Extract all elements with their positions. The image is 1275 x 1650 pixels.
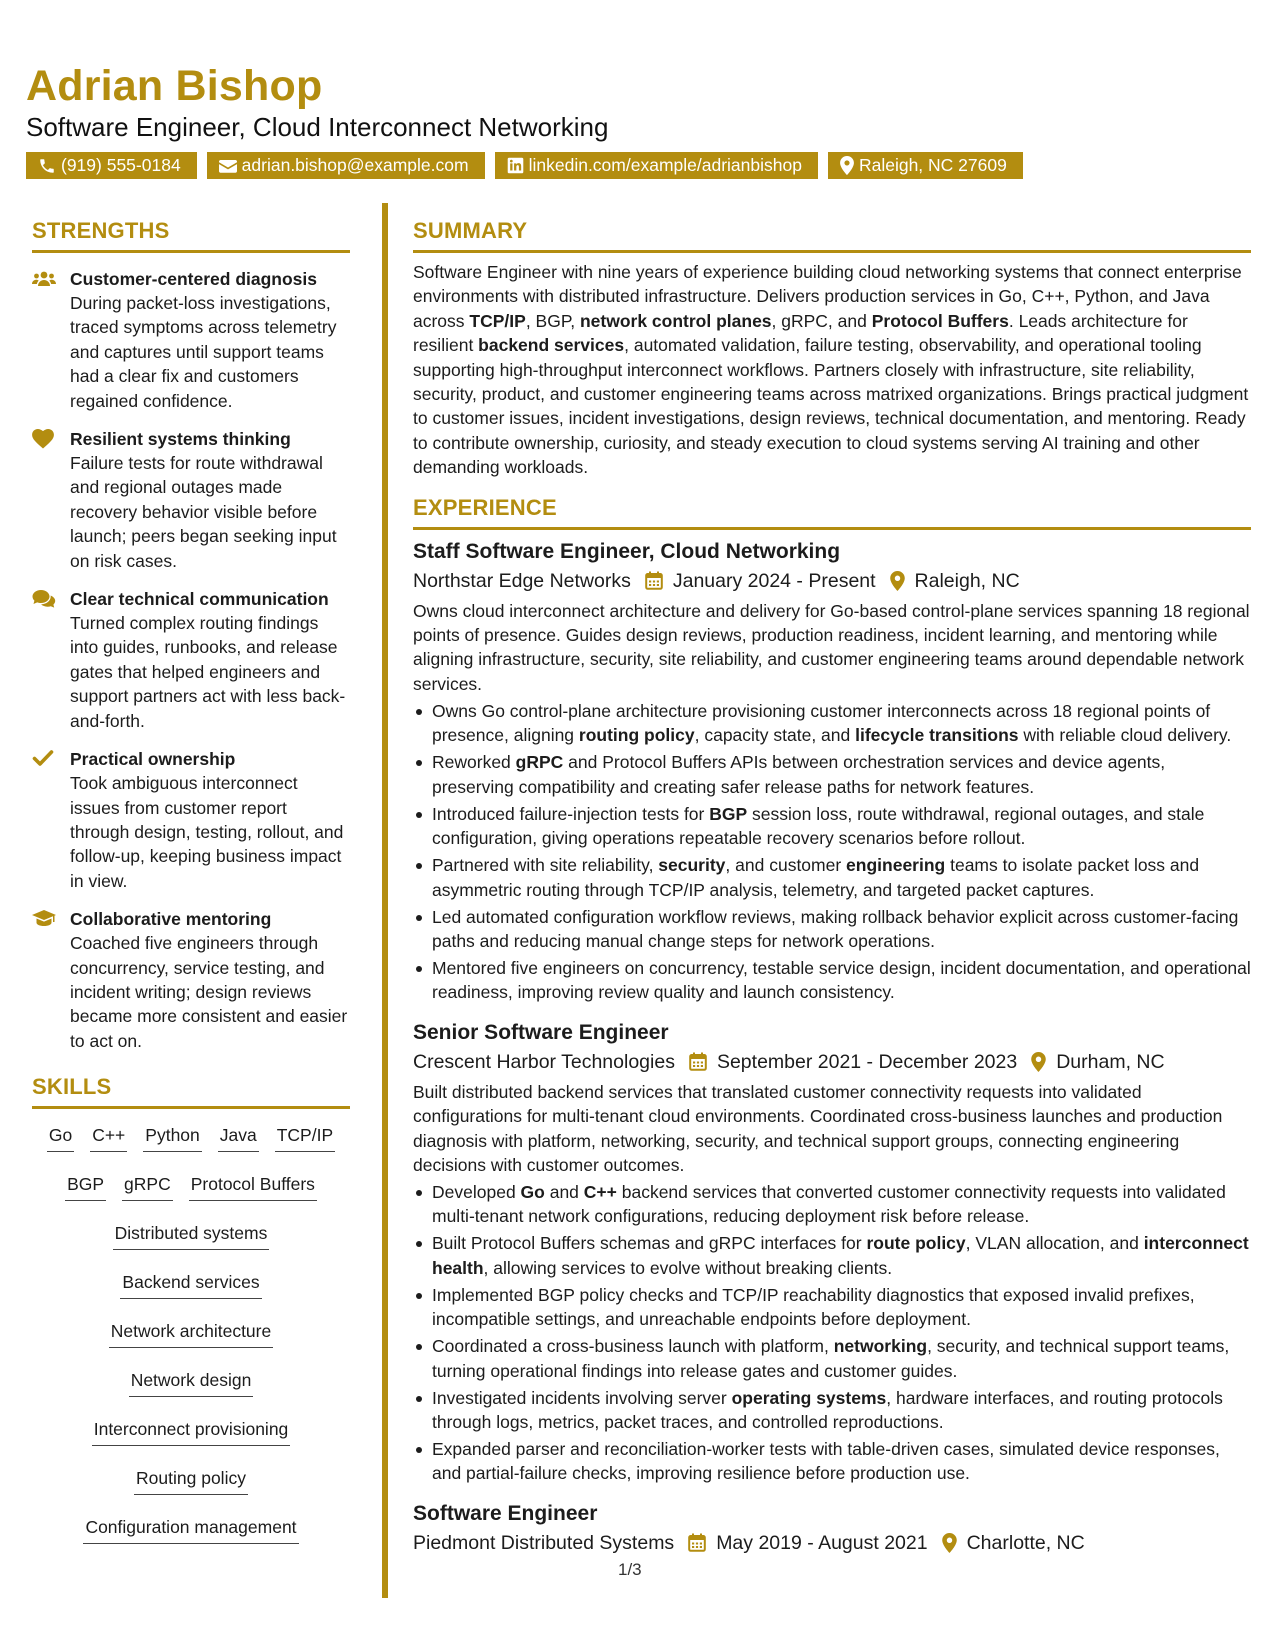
phone-icon — [38, 157, 56, 175]
text-run: , capacity state, and — [694, 725, 856, 746]
bold-term: lifecycle transitions — [855, 725, 1019, 746]
strength-item — [32, 587, 350, 733]
strength-item — [32, 907, 350, 1053]
bold-term: BGP — [709, 803, 748, 824]
strength-item — [32, 267, 350, 413]
linkedin-text: linkedin.com/example/adrianbishop — [528, 155, 802, 175]
bullet-item — [413, 750, 1251, 799]
job-bullets — [413, 1180, 1251, 1486]
job-meta — [413, 1047, 1251, 1077]
summary-heading: SUMMARY — [413, 218, 528, 243]
bold-term: gRPC — [515, 752, 564, 773]
bullet-item — [413, 905, 1251, 954]
text-run: Owns Go control-plane architecture provisioning customer interconnects across 18 regional points of presence, aligning — [432, 700, 1211, 746]
text-run: Software Engineer with nine years of experience building cloud networking systems that connect enterprise environments with distributed infrastructure. Delivers production services in Go, C++, Python, and Java across — [413, 262, 1242, 331]
skill-tag: Protocol Buffers — [189, 1172, 317, 1201]
job-location: Charlotte, NC — [966, 1531, 1085, 1554]
strength-title: Resilient systems thinking — [70, 429, 291, 450]
strengths-heading: STRENGTHS — [32, 218, 170, 243]
skills-rule — [32, 1106, 350, 1109]
strengths-list — [32, 267, 350, 1053]
text-run: Coordinated a cross-business launch with platform, — [432, 1336, 834, 1357]
text-run: Built Protocol Buffers schemas and gRPC interfaces for — [432, 1233, 867, 1254]
location-text: Raleigh, NC 27609 — [858, 155, 1007, 175]
bullet-item — [413, 1437, 1251, 1486]
text-run: , and customer — [725, 855, 847, 876]
job-intro: Built distributed backend services that translated customer connectivity requests into validated configurations for multi-tenant cloud environments. Coordinated cross-business launches and production diagnosis with platform, networking, security, and technical support groups, connecting engineering decisions with customer outcomes. — [413, 1081, 1223, 1175]
text-run: Partnered with site reliability, — [432, 855, 659, 876]
bold-term: operating systems — [731, 1387, 887, 1408]
text-run: and Protocol Buffers APIs between orchestration services and device agents, preserving compatibility and creating safer release paths for network features. — [432, 752, 1166, 797]
strength-title: Collaborative mentoring — [70, 909, 272, 930]
skill-tag: Network design — [129, 1368, 254, 1397]
email-text: adrian.bishop@example.com — [241, 155, 469, 175]
text-run: , gRPC, and — [771, 310, 872, 331]
bullet-item — [413, 853, 1251, 902]
strength-desc: Took ambiguous interconnect issues from customer report through design, testing, rollout, and follow-up, keeping business impact in view. — [70, 773, 344, 891]
contact-email[interactable] — [207, 152, 485, 179]
strength-desc: Failure tests for route withdrawal and regional outages made recovery behavior visible before launch; peers began seeking input on risk cases. — [70, 453, 337, 571]
bold-term: network control planes — [579, 310, 772, 331]
skill-tag: BGP — [65, 1172, 106, 1201]
contact-phone[interactable] — [26, 152, 197, 179]
text-run: . Leads architecture for resilient — [413, 310, 1188, 356]
strength-desc: Turned complex routing findings into guides, runbooks, and release gates that helped engineers and support partners act with less back-and-forth. — [70, 613, 346, 731]
bold-term: routing policy — [578, 725, 695, 746]
summary-text — [413, 260, 1251, 480]
skill-tag: Routing policy — [134, 1466, 248, 1495]
experience-section — [413, 495, 1251, 1558]
strengths-section — [32, 218, 350, 1053]
skill-tag: Python — [143, 1123, 201, 1152]
envelope-icon — [219, 158, 237, 174]
job-entry — [413, 538, 1251, 1005]
skill-tag: Go — [47, 1123, 74, 1152]
skill-tag: Interconnect provisioning — [92, 1417, 291, 1446]
job-intro: Owns cloud interconnect architecture and delivery for Go-based control-plane services spanning 18 regional points of presence. Guides design reviews, production readiness, incident learning, and mentoring while aligning infrastructure, security, site reliability, and customer engineering teams around dependable network services. — [413, 600, 1250, 694]
page-number: 1/3 — [618, 1560, 642, 1579]
bold-term: engineering — [846, 855, 946, 876]
bold-term: Protocol Buffers — [871, 310, 1009, 331]
text-run: Introduced failure-injection tests for — [432, 803, 710, 824]
users-icon — [32, 269, 56, 289]
bullet-item — [413, 1180, 1251, 1229]
skill-tag: Java — [218, 1123, 259, 1152]
bullet-item — [413, 956, 1251, 1005]
bold-term: security — [658, 855, 726, 876]
bold-term: TCP/IP — [469, 310, 526, 331]
skills-section — [32, 1074, 350, 1544]
skills-list — [32, 1123, 350, 1544]
graduation-cap-icon — [32, 909, 56, 929]
text-run: , hardware interfaces, and routing protocols through logs, metrics, packet traces, and controlled reproductions. — [432, 1387, 1223, 1432]
job-dates: January 2024 - Present — [672, 569, 876, 592]
summary-rule — [413, 250, 1251, 253]
strength-title: Customer-centered diagnosis — [70, 269, 317, 289]
job-entry — [413, 1019, 1251, 1486]
bold-term: route policy — [866, 1233, 966, 1254]
text-run: with reliable cloud delivery. — [1018, 725, 1232, 746]
contact-bar — [26, 152, 1023, 179]
strength-title: Practical ownership — [70, 749, 236, 770]
skill-tag: Distributed systems — [113, 1221, 270, 1250]
bold-term: C++ — [583, 1181, 617, 1202]
text-run: Developed — [432, 1181, 521, 1202]
strength-desc: Coached five engineers through concurrency, service testing, and incident writing; design reviews became more consistent and easier to act on. — [70, 933, 348, 1051]
text-run: Expanded parser and reconciliation-worker tests with table-driven cases, simulated device responses, and partial-failure checks, improving resilience before production use. — [432, 1438, 1220, 1484]
bullet-item — [413, 1283, 1251, 1332]
strengths-rule — [32, 250, 350, 253]
text-run: session loss, route withdrawal, regional outages, and stale configuration, giving operations repeatable recovery scenarios before rollout. — [432, 803, 1205, 849]
skill-tag: TCP/IP — [275, 1123, 335, 1152]
job-title: Senior Software Engineer — [413, 1020, 669, 1044]
text-run: , VLAN allocation, and — [965, 1233, 1144, 1254]
bullet-item — [413, 1231, 1251, 1280]
heart-icon — [32, 429, 56, 449]
strength-item — [32, 427, 350, 573]
contact-linkedin[interactable] — [495, 152, 818, 179]
map-pin-icon — [942, 1533, 957, 1553]
bold-term: backend services — [478, 335, 625, 356]
skill-tag: gRPC — [122, 1172, 173, 1201]
bullet-item — [413, 1386, 1251, 1435]
bullet-item — [413, 802, 1251, 851]
contact-location — [828, 152, 1023, 179]
text-run: , allowing services to evolve without breaking clients. — [483, 1257, 893, 1278]
map-pin-icon — [840, 156, 854, 175]
job-dates: May 2019 - August 2021 — [716, 1531, 928, 1554]
column-divider — [382, 203, 388, 1598]
bullet-item — [413, 1334, 1251, 1383]
text-run: , security, and technical support teams, turning operational findings into release gates and customer guides. — [432, 1336, 1230, 1381]
job-title: Software Engineer — [413, 1501, 598, 1525]
experience-heading: EXPERIENCE — [413, 494, 557, 520]
phone-text: (919) 555-0184 — [61, 155, 181, 175]
skill-tag: Backend services — [120, 1270, 261, 1299]
strength-item — [32, 747, 350, 893]
job-title: Staff Software Engineer, Cloud Networking — [413, 539, 841, 563]
text-run: , BGP, — [525, 310, 580, 331]
calendar-icon — [645, 571, 663, 590]
job-dates: September 2021 - December 2023 — [716, 1050, 1018, 1073]
calendar-icon — [688, 1533, 706, 1552]
job-company: Piedmont Distributed Systems — [413, 1531, 675, 1554]
comments-icon — [32, 589, 56, 609]
checkmark-icon — [32, 749, 56, 769]
candidate-name: Adrian Bishop — [26, 62, 323, 110]
text-run: and — [544, 1181, 584, 1202]
text-run: backend services that converted customer connectivity requests into validated multi-tenant network configurations, reducing deployment risk before release. — [432, 1181, 1226, 1227]
candidate-role: Software Engineer, Cloud Interconnect Networking — [26, 112, 609, 142]
experience-rule — [413, 527, 1251, 530]
skills-heading: SKILLS — [32, 1074, 112, 1100]
skill-tag: Network architecture — [109, 1319, 273, 1348]
job-location: Durham, NC — [1056, 1050, 1165, 1073]
text-run: Led automated configuration workflow reviews, making rollback behavior explicit across customer-facing paths and reducing manual change steps for network operations. — [432, 906, 1239, 951]
text-run: Implemented BGP policy checks and TCP/IP reachability diagnostics that exposed invalid prefixes, incompatible settings, and unreachable endpoints before deployment. — [432, 1284, 1195, 1330]
left-column — [32, 218, 350, 1544]
job-meta — [413, 1528, 1251, 1558]
jobs-list — [413, 538, 1251, 1558]
text-run: Investigated incidents involving server — [432, 1387, 732, 1408]
skill-tag: Configuration management — [83, 1515, 298, 1544]
bold-term: networking — [833, 1336, 928, 1357]
calendar-icon — [689, 1052, 707, 1071]
bold-term: Go — [520, 1181, 545, 1202]
job-company: Northstar Edge Networks — [413, 569, 631, 592]
text-run: Reworked — [432, 752, 516, 773]
linkedin-icon — [507, 157, 524, 174]
text-run: , automated validation, failure testing, observability, and operational tooling supporting high-throughput interconnect workflows. Partners closely with infrastructure, site reliability, security, product, and customer engineering teams across matrixed organizations. Brings practical judgment to customer issues, incident investigations, design reviews, technical documentation, and mentoring. Ready to contribute ownership, curiosity, and steady execution to cloud systems serving AI training and other demanding workloads. — [413, 335, 1249, 478]
text-run: teams to isolate packet loss and asymmetric routing through TCP/IP analysis, telemetry, and targeted packet captures. — [432, 855, 1200, 900]
summary-section — [413, 218, 1251, 480]
job-bullets — [413, 699, 1251, 1005]
right-column — [413, 218, 1251, 1558]
job-entry — [413, 1500, 1251, 1558]
text-run: Mentored five engineers on concurrency, testable service design, incident documentation, and operational readiness, improving review quality and launch consistency. — [432, 957, 1251, 1003]
strength-desc: During packet-loss investigations, traced symptoms across telemetry and captures until support teams had a clear fix and customers regained confidence. — [70, 293, 337, 411]
map-pin-icon — [890, 571, 905, 591]
skill-tag: C++ — [90, 1123, 127, 1152]
job-company: Crescent Harbor Technologies — [413, 1050, 675, 1073]
job-location: Raleigh, NC — [914, 569, 1020, 592]
map-pin-icon — [1031, 1052, 1046, 1072]
strength-title: Clear technical communication — [70, 589, 329, 610]
bold-term: interconnect health — [432, 1233, 1249, 1278]
job-meta — [413, 566, 1251, 596]
bullet-item — [413, 699, 1251, 748]
